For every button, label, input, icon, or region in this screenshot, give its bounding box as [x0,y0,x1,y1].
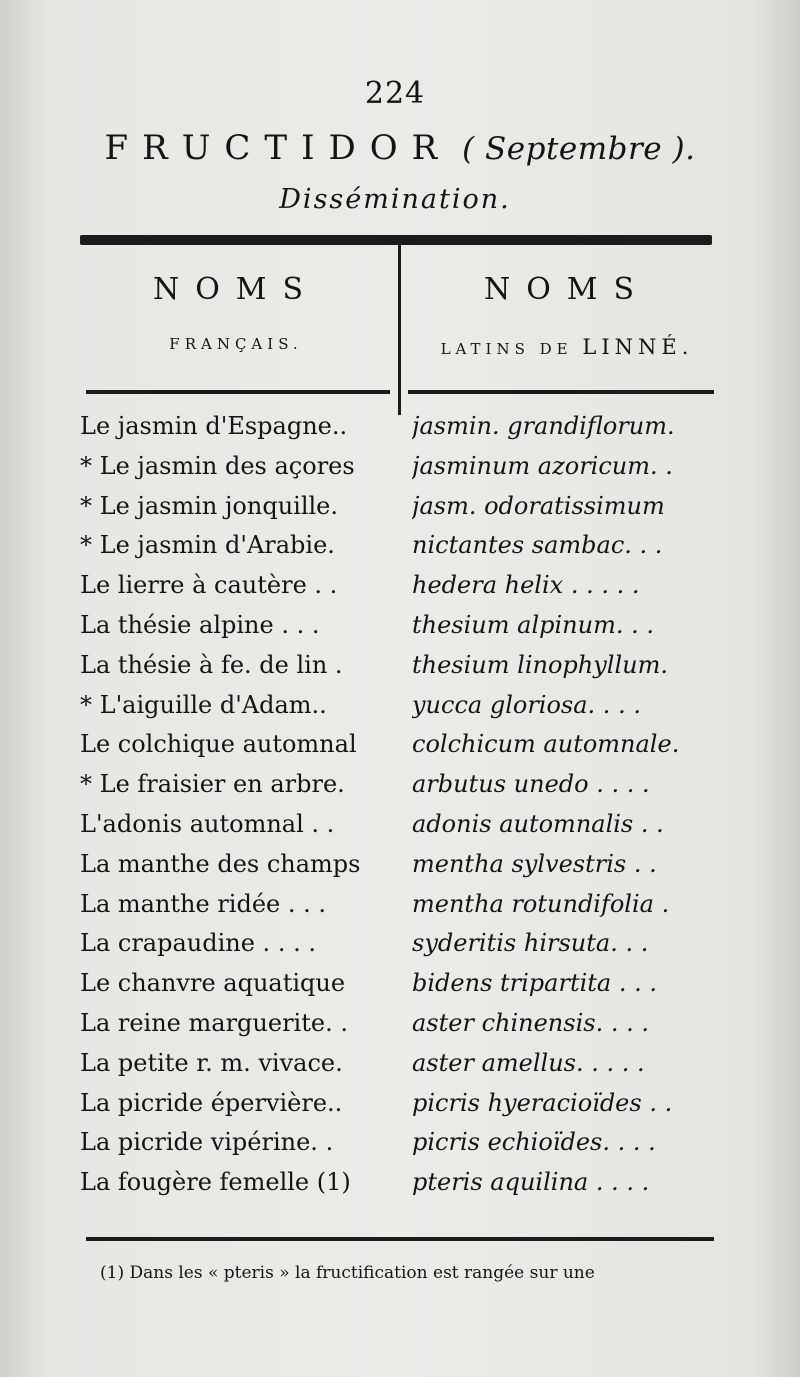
latin-name: aster chinensis. . . . [412,1008,649,1037]
latin-name: bidens tripartita . . . [412,969,657,998]
latin-name: nictantes sambac. . . [412,531,663,560]
latin-name: pteris aquilina . . . . [412,1168,650,1197]
french-name: La fougère femelle (1) [80,1168,351,1197]
right-header-rule [408,390,714,394]
table-row [0,890,800,930]
plant-name-table [0,412,800,1208]
latin-name: picris echioïdes. . . . [412,1128,656,1157]
right-column-subtitle-author: LINNÉ. [582,335,694,359]
right-column-title: NOMS [483,272,651,307]
latin-name: hedera helix . . . . . [412,571,640,600]
table-row [0,730,800,770]
latin-name: colchicum automnale. [412,730,680,759]
french-name: * L'aiguille d'Adam.. [80,690,327,719]
french-name: * Le jasmin d'Arabie. [80,531,335,560]
french-name: La petite r. m. vivace. [80,1048,343,1077]
right-column-subtitle [412,335,722,359]
french-name: La thésie à fe. de lin . [80,650,343,679]
french-name: L'adonis automnal . . [80,809,335,838]
french-name: Le lierre à cautère . . [80,571,338,600]
table-row [0,1089,800,1129]
latin-name: picris hyeracioïdes . . [412,1088,673,1117]
french-name: Le colchique automnal [80,730,357,759]
top-rule [80,235,712,245]
table-row [0,531,800,571]
month-translation: ( Septembre ). [462,131,696,167]
table-row [0,611,800,651]
table-row [0,492,800,532]
table-row [0,452,800,492]
left-column-title: NOMS [152,272,320,307]
table-row [0,810,800,850]
section-subtitle: Dissémination. [279,184,511,215]
latin-name: aster amellus. . . . . [412,1048,645,1077]
latin-name: thesium linophyllum. [412,650,668,679]
french-name: La crapaudine . . . . [80,929,316,958]
latin-name: mentha sylvestris . . [412,849,657,878]
latin-name: syderitis hirsuta. . . [412,929,649,958]
latin-name: mentha rotundifolia . [412,889,670,918]
left-column-header [86,272,386,353]
latin-name: jasmin. grandiflorum. [412,412,675,440]
french-name: La manthe des champs [80,849,361,878]
latin-name: adonis automnalis . . [412,809,664,838]
french-name: La picride vipérine. . [80,1128,334,1157]
french-name: Le jasmin d'Espagne.. [80,412,348,440]
footnote: (1) Dans les « pteris » la fructification est rangée sur une [100,1263,595,1283]
latin-name: jasminum azoricum. . [412,451,673,480]
table-row [0,571,800,611]
table-row [0,1049,800,1089]
table-row [0,1128,800,1168]
column-divider [398,245,401,415]
french-name: La manthe ridée . . . [80,889,327,918]
french-name: * Le fraisier en arbre. [80,770,345,799]
table-row [0,850,800,890]
table-row [0,969,800,1009]
latin-name: thesium alpinum. . . [412,610,654,639]
french-name: La picride épervière.. [80,1088,343,1117]
bottom-rule [86,1237,714,1241]
table-row [0,412,800,452]
left-header-rule [86,390,390,394]
right-column-subtitle-prefix: LATINS DE [440,340,583,358]
table-row [0,651,800,691]
french-name: Le chanvre aquatique [80,969,346,998]
table-row [0,770,800,810]
latin-name: yucca gloriosa. . . . [412,690,641,719]
left-column-subtitle: FRANÇAIS. [169,335,303,353]
french-name: La reine marguerite. . [80,1008,348,1037]
french-name: * Le jasmin jonquille. [80,491,339,520]
french-name: La thésie alpine . . . [80,610,320,639]
page-number: 224 [364,76,426,111]
latin-name: arbutus unedo . . . . [412,770,650,799]
table-row [0,929,800,969]
table-row [0,691,800,731]
latin-name: jasm. odoratissimum [412,491,665,520]
table-row [0,1009,800,1049]
table-row [0,1168,800,1208]
right-column-header [412,272,722,359]
month-title: FRUCTIDOR [104,128,452,168]
page-header [0,128,800,168]
french-name: * Le jasmin des açores [80,451,355,480]
